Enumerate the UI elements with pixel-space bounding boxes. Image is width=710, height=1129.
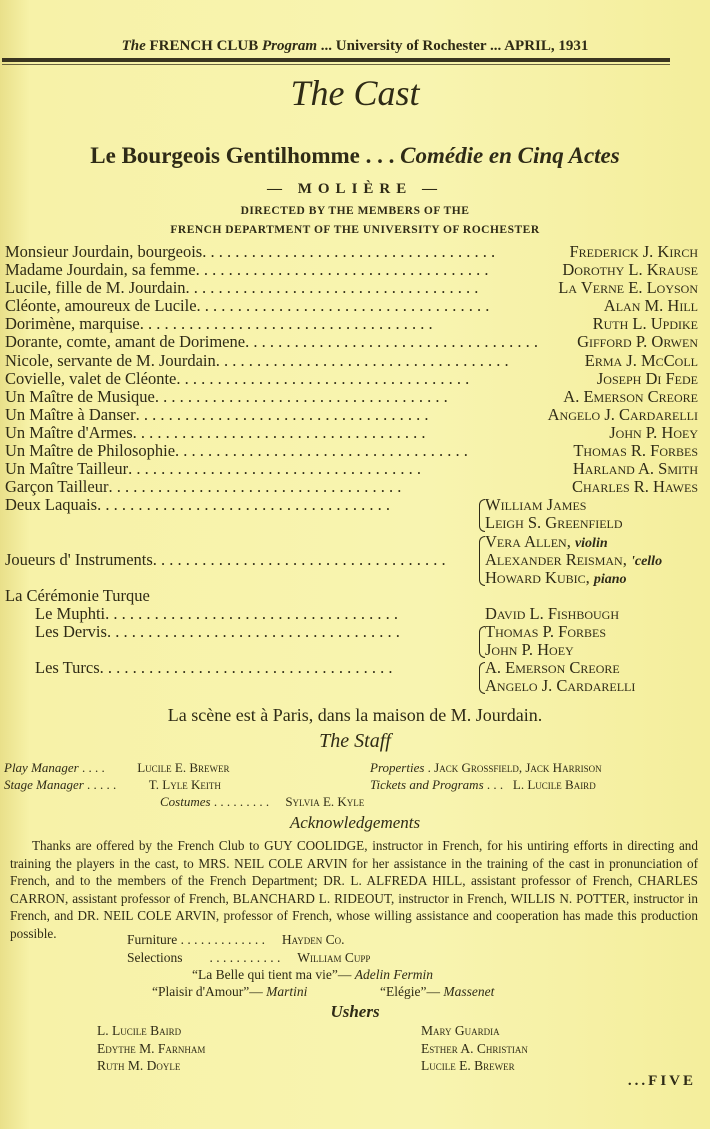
play-name: Le Bourgeois Gentilhomme . . . xyxy=(90,143,395,168)
cast-row-continued xyxy=(5,533,698,551)
role-name xyxy=(5,406,536,424)
role-name xyxy=(5,478,560,496)
dot-leader: . . . . . . . . . . . . . . . . . . . . . . . . . . . . . . . . . . . . xyxy=(108,478,402,497)
instrument: piano xyxy=(593,571,627,587)
selections-value: William Cupp xyxy=(297,950,371,965)
role-name xyxy=(5,352,573,370)
song-1 xyxy=(192,967,433,983)
role-label: Madame Jourdain, sa femme xyxy=(5,260,196,280)
header-rest: ... University of Rochester ... APRIL, 1931 xyxy=(320,38,589,54)
costumes-name: Sylvia E. Kyle xyxy=(285,794,365,809)
play-title xyxy=(0,143,710,169)
actor-name: Joseph Di Fede xyxy=(596,368,698,388)
dot-leader: . . . . . . . . . . . . . . . . . . . . . . . . . . . . . . . . . . . . xyxy=(132,423,426,442)
role-name xyxy=(5,279,546,297)
header-program: Program xyxy=(262,38,318,54)
ceremony-title: La Cérémonie Turque xyxy=(5,585,150,605)
cast-row xyxy=(5,442,698,460)
usher: Esther A. Christian xyxy=(421,1040,528,1056)
role-name xyxy=(5,551,471,569)
role-name xyxy=(35,605,471,623)
selections-label: Selections xyxy=(127,950,183,965)
usher: Edythe M. Farnham xyxy=(97,1040,206,1056)
role-label: Dorante, comte, amant de Dorimene xyxy=(5,332,246,352)
staff-properties: Properties . Jack Grossfield, Jack Harrison xyxy=(370,760,602,775)
running-header xyxy=(0,38,710,55)
dot-leader: . . . . . . . . . . . . . . . . . . . . . . . . . . . . . . . . . . . . xyxy=(175,442,468,461)
dot-leader: . . . . . . . . . . . . . . . . . . . . . . . . . . . . . . . . . . . . xyxy=(154,387,448,406)
cast-row xyxy=(5,243,698,261)
role-name xyxy=(5,333,565,351)
actor-name xyxy=(485,514,623,532)
actor-name: Frederick J. Kirch xyxy=(569,242,698,261)
credit-furniture: Furniture . . . . . . . . . . . . . Hayden Co. xyxy=(127,932,345,947)
dot-leader: . . . . . . . . . . . . . . . . . . . . . . . . . . . . . . . . . . . . xyxy=(202,243,496,261)
role-name xyxy=(5,388,551,406)
play-manager-name: Lucile E. Brewer xyxy=(137,760,230,775)
play-manager-label: Play Manager xyxy=(4,760,79,775)
actor-label: Howard Kubic, xyxy=(485,567,590,587)
dot-leader: . . . . . . . . . . . . . . . . . . . . . . . . . . . . . . . . . . . . xyxy=(185,279,479,298)
song-1-composer: Adelin Fermin xyxy=(354,967,434,982)
cast-row xyxy=(5,315,698,333)
staff-heading: The Staff xyxy=(319,730,391,752)
role-label: Deux Laquais xyxy=(5,495,98,515)
dot-leader: . . . . . . . . . . . . . . . . . . . . . . . . . . . . . . . . . . . . xyxy=(245,333,538,352)
actor-name: La Verne E. Loyson xyxy=(558,278,698,298)
properties-names: Jack Grossfield, Jack Harrison xyxy=(434,760,602,775)
role-label: Un Maître à Danser xyxy=(5,404,136,424)
directed-by-line-2: FRENCH DEPARTMENT OF THE UNIVERSITY OF ROCHESTER xyxy=(170,224,540,236)
role-name xyxy=(5,496,471,514)
actor-name: Ruth L. Updike xyxy=(592,314,698,334)
header-rule xyxy=(2,58,670,62)
song-1-title: “La Belle qui tient ma vie”— xyxy=(192,967,352,982)
role-name xyxy=(5,243,557,261)
usher: L. Lucile Baird xyxy=(97,1023,182,1038)
role-name xyxy=(35,659,471,677)
dot-leader: . . . . . . . . . . . . . . . . . . . . . . . . . . . . . . . . . . . . xyxy=(135,405,429,424)
role-label: Un Maître de Musique xyxy=(5,386,155,406)
role-label: Les Dervis xyxy=(35,621,107,641)
dot-leader: . . . . . . . . . . . . . . . . . . . . . . . . . . . . . . . . . . . . xyxy=(195,261,489,280)
actor-name: Gifford P. Orwen xyxy=(577,332,698,352)
usher: Lucile E. Brewer xyxy=(421,1058,515,1073)
actor-label: Leigh S. Greenfield xyxy=(485,513,623,533)
staff-tickets: Tickets and Programs . . . L. Lucile Baird xyxy=(370,777,596,792)
role-label: Un Maître Tailleur xyxy=(5,459,129,479)
dot-leader: . . . . . . . . . . . . . . . . . . . . . . . . . . . . . . . . . . . . xyxy=(152,550,446,569)
instrument: 'cello xyxy=(630,553,663,569)
cast-row xyxy=(5,279,698,297)
actor-name: Erma J. McColl xyxy=(584,350,698,370)
role-name xyxy=(5,261,550,279)
header-rule-thin xyxy=(2,64,670,65)
title-cast: Cast xyxy=(353,73,420,113)
role-name xyxy=(5,370,585,388)
cast-row xyxy=(5,478,698,496)
actor-label: William James xyxy=(485,495,587,515)
role-label: Lucile, fille de M. Jourdain xyxy=(5,278,186,298)
tickets-name: L. Lucile Baird xyxy=(512,777,596,792)
header-the: The xyxy=(121,38,146,54)
cast-row-continued xyxy=(5,641,698,659)
header-club: FRENCH CLUB xyxy=(149,38,259,54)
actor-name: Thomas R. Forbes xyxy=(573,441,698,461)
song-2-composer: Martini xyxy=(266,984,308,999)
cast-row xyxy=(5,388,698,406)
role-label: Covielle, valet de Cléonte xyxy=(5,368,177,388)
song-2-title: “Plaisir d'Amour”— xyxy=(152,984,263,999)
ushers-heading: Ushers xyxy=(330,1002,380,1021)
ceremony-heading xyxy=(5,587,698,605)
actor-name: John P. Hoey xyxy=(609,422,698,442)
stage-manager-name: T. Lyle Keith xyxy=(148,777,221,792)
cast-row xyxy=(5,352,698,370)
tickets-label: Tickets and Programs xyxy=(370,777,484,792)
cast-row-continued xyxy=(5,496,698,514)
cast-row xyxy=(5,261,698,279)
role-label: Le Muphti xyxy=(35,603,106,623)
scene-note: La scène est à Paris, dans la maison de M. Jourdain. xyxy=(167,705,543,725)
cast-row-continued xyxy=(5,551,698,569)
acknowledgements-heading: Acknowledgements xyxy=(289,813,421,832)
usher: Ruth M. Doyle xyxy=(97,1058,181,1073)
furniture-label: Furniture xyxy=(127,932,178,947)
dot-leader: . . . . . . . . . . . . . . . . . . . . . . . . . . . . . . . . . . . . xyxy=(196,297,490,316)
page-title xyxy=(0,72,710,114)
role-label: Joueurs d' Instruments xyxy=(5,549,153,569)
role-name xyxy=(5,442,561,460)
role-name xyxy=(5,315,581,333)
actor-name: David L. Fishbough xyxy=(485,603,619,623)
dot-leader: . . . . . . . . . . . . . . . . . . . . . . . . . . . . . . . . . . . . xyxy=(215,351,509,370)
actor-name: Harland A. Smith xyxy=(572,459,698,479)
actor-label: Vera Allen, xyxy=(485,531,571,551)
properties-label: Properties xyxy=(370,760,425,775)
ushers-right xyxy=(421,1022,528,1075)
role-label: Un Maître d'Armes xyxy=(5,422,133,442)
directed-by-line-1: DIRECTED BY THE MEMBERS OF THE xyxy=(240,205,470,217)
cast-row xyxy=(5,370,698,388)
actor-name: Thomas P. Forbes xyxy=(485,621,606,641)
actor-name: Charles R. Hawes xyxy=(571,477,698,497)
dot-leader: . . . . . . . . . . . . . . . . . . . . . . . . . . . . . . . . . . . . xyxy=(97,496,390,515)
title-the: The xyxy=(290,73,345,113)
actor-name: Angelo J. Cardarelli xyxy=(547,404,698,424)
cast-row-continued xyxy=(5,677,698,695)
role-label: Nicole, servante de M. Jourdain xyxy=(5,350,216,370)
staff-costumes: Costumes . . . . . . . . . Sylvia E. Kyle xyxy=(160,794,365,809)
song-3 xyxy=(380,984,494,1000)
cast-row xyxy=(5,333,698,351)
cast-row-continued xyxy=(5,514,698,532)
song-3-composer: Massenet xyxy=(443,984,495,999)
dot-leader: . . . . . . . . . . . . . . . . . . . . . . . . . . . . . . . . . . . . xyxy=(139,315,433,334)
actor-name: A. Emerson Creore xyxy=(563,386,698,406)
actor-name: Angelo J. Cardarelli xyxy=(485,676,636,696)
cast-row-continued xyxy=(5,659,698,677)
actor-name: Dorothy L. Krause xyxy=(562,260,698,280)
actor-name: A. Emerson Creore xyxy=(485,658,620,678)
ushers-left xyxy=(97,1022,205,1075)
furniture-value: Hayden Co. xyxy=(281,932,345,947)
role-name xyxy=(5,460,561,478)
cast-list xyxy=(5,243,698,695)
actor-name xyxy=(485,496,586,514)
cast-row xyxy=(5,424,698,442)
role-label: Garçon Tailleur xyxy=(5,477,109,497)
acknowledgements-text: Thanks are offered by the French Club to GUY COOLIDGE, instructor in French, for his untiring efforts in directing and training the players in the cast, to MRS. NEIL COLE ARVIN for her assistance in the training of the cast in pronunciation of French, and to the members of the French Department; DR. L. ALFREDA HILL, assistant professor of French, CHARLES CARRON, assistant professor of French, BLANCHARD L. RIDEOUT, instructor in French, WILLIS N. POTTER, instructor in French, and DR. NEIL COLE ARVIN, professor of French, whose willing assistance and cooperation has made this production possible. xyxy=(10,838,698,941)
role-label: Monsieur Jourdain, bourgeois xyxy=(5,242,203,261)
cast-row xyxy=(5,297,698,315)
play-subtitle: Comédie en Cinq Actes xyxy=(400,143,620,168)
role-label: Cléonte, amoureux de Lucile xyxy=(5,296,197,316)
actor-name: Alan M. Hill xyxy=(603,296,698,316)
instrument: violin xyxy=(574,535,608,551)
dot-leader: . . . . . . . . . . . . . . . . . . . . . . . . . . . . . . . . . . . . xyxy=(99,659,393,678)
song-3-title: “Elégie”— xyxy=(380,984,440,999)
cast-row xyxy=(5,406,698,424)
usher: Mary Guardia xyxy=(421,1023,500,1038)
role-name xyxy=(35,623,471,641)
dot-leader: . . . . . . . . . . . . . . . . . . . . . . . . . . . . . . . . . . . . xyxy=(176,369,470,388)
actor-label: Alexander Reisman, xyxy=(485,549,627,569)
costumes-label: Costumes xyxy=(160,794,211,809)
stage-manager-label: Stage Manager xyxy=(4,777,84,792)
actor-name: John P. Hoey xyxy=(485,640,574,660)
dot-leader: . . . . . . . . . . . . . . . . . . . . . . . . . . . . . . . . . . . . xyxy=(105,604,398,623)
cast-row-continued xyxy=(5,569,698,587)
role-name xyxy=(5,424,597,442)
role-label: Un Maître de Philosophie xyxy=(5,441,176,461)
dot-leader: . . . . . . . . . . . . . . . . . . . . . . . . . . . . . . . . . . . . xyxy=(128,460,422,479)
author: — MOLIÈRE — xyxy=(266,181,443,197)
actor-name xyxy=(485,569,627,589)
song-2 xyxy=(152,984,307,1000)
role-name xyxy=(5,297,592,315)
credit-selections: Selections . . . . . . . . . . . William Cupp xyxy=(127,950,371,965)
role-label: Dorimène, marquise xyxy=(5,314,140,334)
cast-row-continued xyxy=(5,623,698,641)
dot-leader: . . . . . . . . . . . . . . . . . . . . . . . . . . . . . . . . . . . . xyxy=(106,622,400,641)
cast-row xyxy=(5,460,698,478)
role-label: Les Turcs xyxy=(35,658,100,678)
staff-stage-manager: Stage Manager . . . . . T. Lyle Keith xyxy=(4,777,221,792)
staff-play-manager: Play Manager . . . . Lucile E. Brewer xyxy=(4,760,230,775)
cast-row xyxy=(5,605,698,623)
page-number: ...FIVE xyxy=(627,1073,696,1089)
